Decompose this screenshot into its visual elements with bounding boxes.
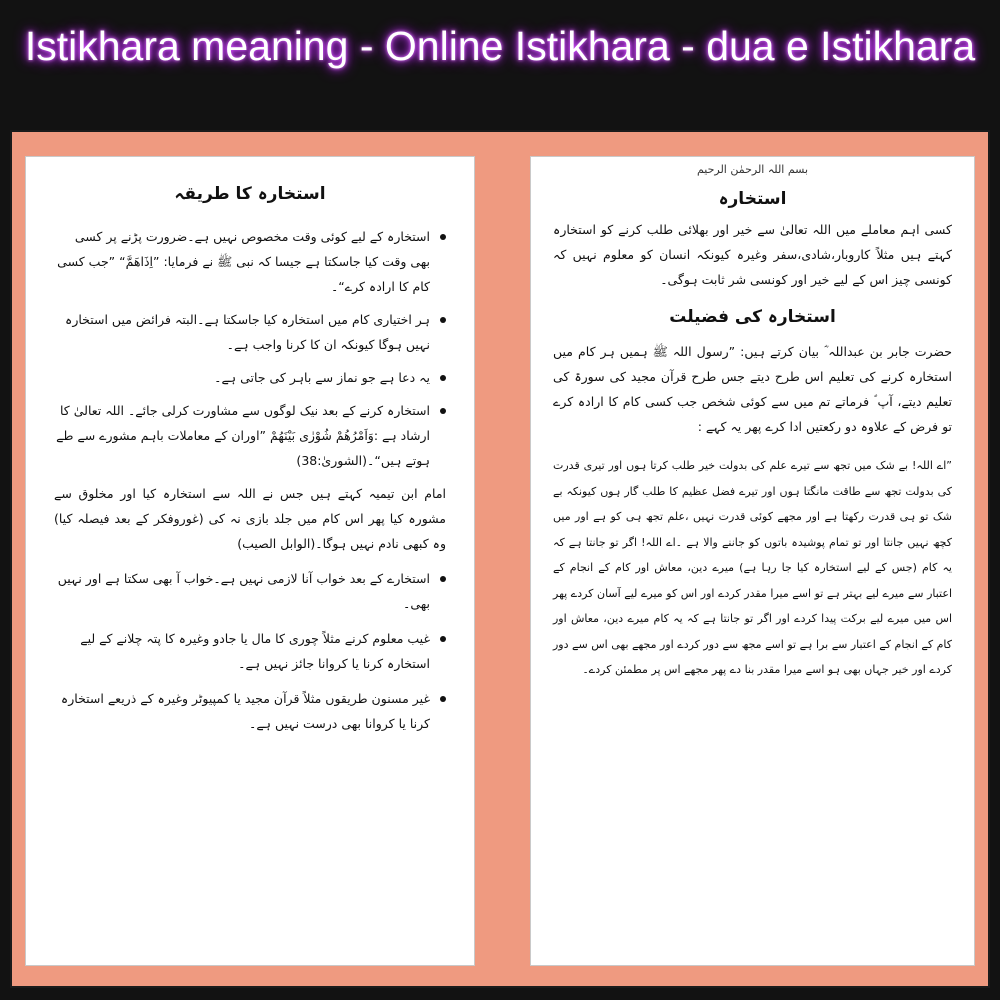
bullet-icon <box>440 636 446 642</box>
list-item: ہر اختیاری کام میں استخارہ کیا جاسکتا ہے۔البتہ فرائض میں استخارہ نہیں ہوگا کیونکہ ان کا کرنا واجب ہے۔ <box>54 307 446 357</box>
list-item: غیر مسنون طریقوں مثلاً قرآن مجید یا کمپیوٹر وغیرہ کے ذریعے استخارہ کرنا یا کروانا بھی درست نہیں ہے۔ <box>54 686 446 736</box>
right-page-heading: استخارہ <box>718 189 787 209</box>
left-page-heading: استخارہ کا طریقہ <box>174 184 326 204</box>
virtue-heading: استخارہ کی فضیلت <box>669 307 836 327</box>
ibn-taymiyyah-quote: امام ابن تیمیہ کہتے ہیں جس نے اللہ سے استخارہ کیا اور مخلوق سے مشورہ کیا پھر اس کام میں جلد بازی نہ کی (غوروفکر کے بعد فیصلہ کیا) وہ کبھی نادم نہیں ہوگا۔(الوابل الصیب) <box>54 486 446 551</box>
list-item: استخارے کے بعد خواب آنا لازمی نہیں ہے۔خواب آ بھی سکتا ہے اور نہیں بھی۔ <box>54 566 446 616</box>
left-page <box>25 156 475 966</box>
bullet-icon <box>440 375 446 381</box>
bullet-icon <box>440 576 446 582</box>
bullet-icon <box>440 317 446 323</box>
list-item: یہ دعا ہے جو نماز سے باہر کی جاتی ہے۔ <box>54 365 446 390</box>
bullet-icon <box>440 234 446 240</box>
hadith-paragraph: حضرت جابر بن عبداللہ ؓ بیان کرتے ہیں: ”رسول اللہ ﷺ ہمیں ہر کام میں استخارہ کرنے کی تعلیم اس طرح دیتے جس طرح قرآن مجید کی سورۃ کی تعلیم دیتے، آپ ؐ فرماتے تم میں سے کوئی شخص جب کسی کام کا ارادہ کرے تو فرض کے علاوہ دو رکعتیں ادا کرے پھر یہ کہے : <box>553 344 952 434</box>
method-list <box>54 224 446 473</box>
dua-text: ”اے اللہ! بے شک میں تجھ سے تیرے علم کی بدولت خیر طلب کرتا ہوں اور تیری قدرت کی بدولت تجھ سے طاقت مانگتا ہوں اور تیرے فضل عظیم کا طلب گار ہوں کیونکہ بے شک تو ہی قدرت رکھتا ہے اور مجھے کوئی قدرت نہیں ،علم تجھ ہی کو ہے اور میں کچھ نہیں جانتا اور تو تمام پوشیدہ باتوں کو جاننے والا ہے ۔اے اللہ! اگر تو جانتا ہے کہ یہ کام (جس کے لیے استخارہ کیا جا رہا ہے) میرے دین، معاش اور کام کے انجام کے اعتبار سے میرے لیے بہتر ہے تو اسے میرا مقدر کردے اور اس کو میرے لیے آسان کردے پھر اس میں میرے لیے برکت پیدا کردے اور اگر تو جانتا ہے کہ یہ کام میرے دین، معاش اور کام کے انجام کے اعتبار سے برا ہے تو اسے مجھ سے دور کردے اور مجھے بھی اس سے دور کردے اور خیر جہاں بھی ہو اسے میرا مقدر بنا دے پھر مجھے اس پر مطمئن کردے۔ <box>553 459 952 676</box>
method-list-continued <box>54 566 446 736</box>
right-page <box>530 156 975 966</box>
bullet-icon <box>440 408 446 414</box>
list-item: غیب معلوم کرنے مثلاً چوری کا مال یا جادو وغیرہ کا پتہ چلانے کے لیے استخارہ کرنا یا کروانا جائز نہیں ہے۔ <box>54 626 446 676</box>
bullet-icon <box>440 696 446 702</box>
list-item: استخارہ کے لیے کوئی وقت مخصوص نہیں ہے۔ضرورت پڑنے پر کسی بھی وقت کیا جاسکتا ہے جیسا کہ نبی ﷺ نے فرمایا: ”اِذَاھَمَّ“ ”جب کسی کام کا ارادہ کرے“۔ <box>54 224 446 299</box>
basmala: بسم اللہ الرحمٰن الرحیم <box>696 163 809 176</box>
document-frame <box>10 130 990 988</box>
definition-paragraph: کسی اہم معاملے میں اللہ تعالیٰ سے خیر اور بھلائی طلب کرنے کو استخارہ کہتے ہیں مثلاً کاروبار،شادی،سفر وغیرہ کیونکہ انسان کو معلوم نہیں کہ کونسی چیز اس کے لیے خیر اور کونسی شر ثابت ہوگی۔ <box>553 222 952 287</box>
page-title: Istikhara meaning - Online Istikhara - dua e Istikhara <box>24 23 976 69</box>
list-item: استخارہ کرنے کے بعد نیک لوگوں سے مشاورت کرلی جائے۔ اللہ تعالیٰ کا ارشاد ہے :وَاَمْرُھُمْ شُوْرٰی بَیْنَھُمْ ”اوران کے معاملات باہم مشورے سے طے ہوتے ہیں“۔(الشوریٰ:38) <box>54 398 446 473</box>
